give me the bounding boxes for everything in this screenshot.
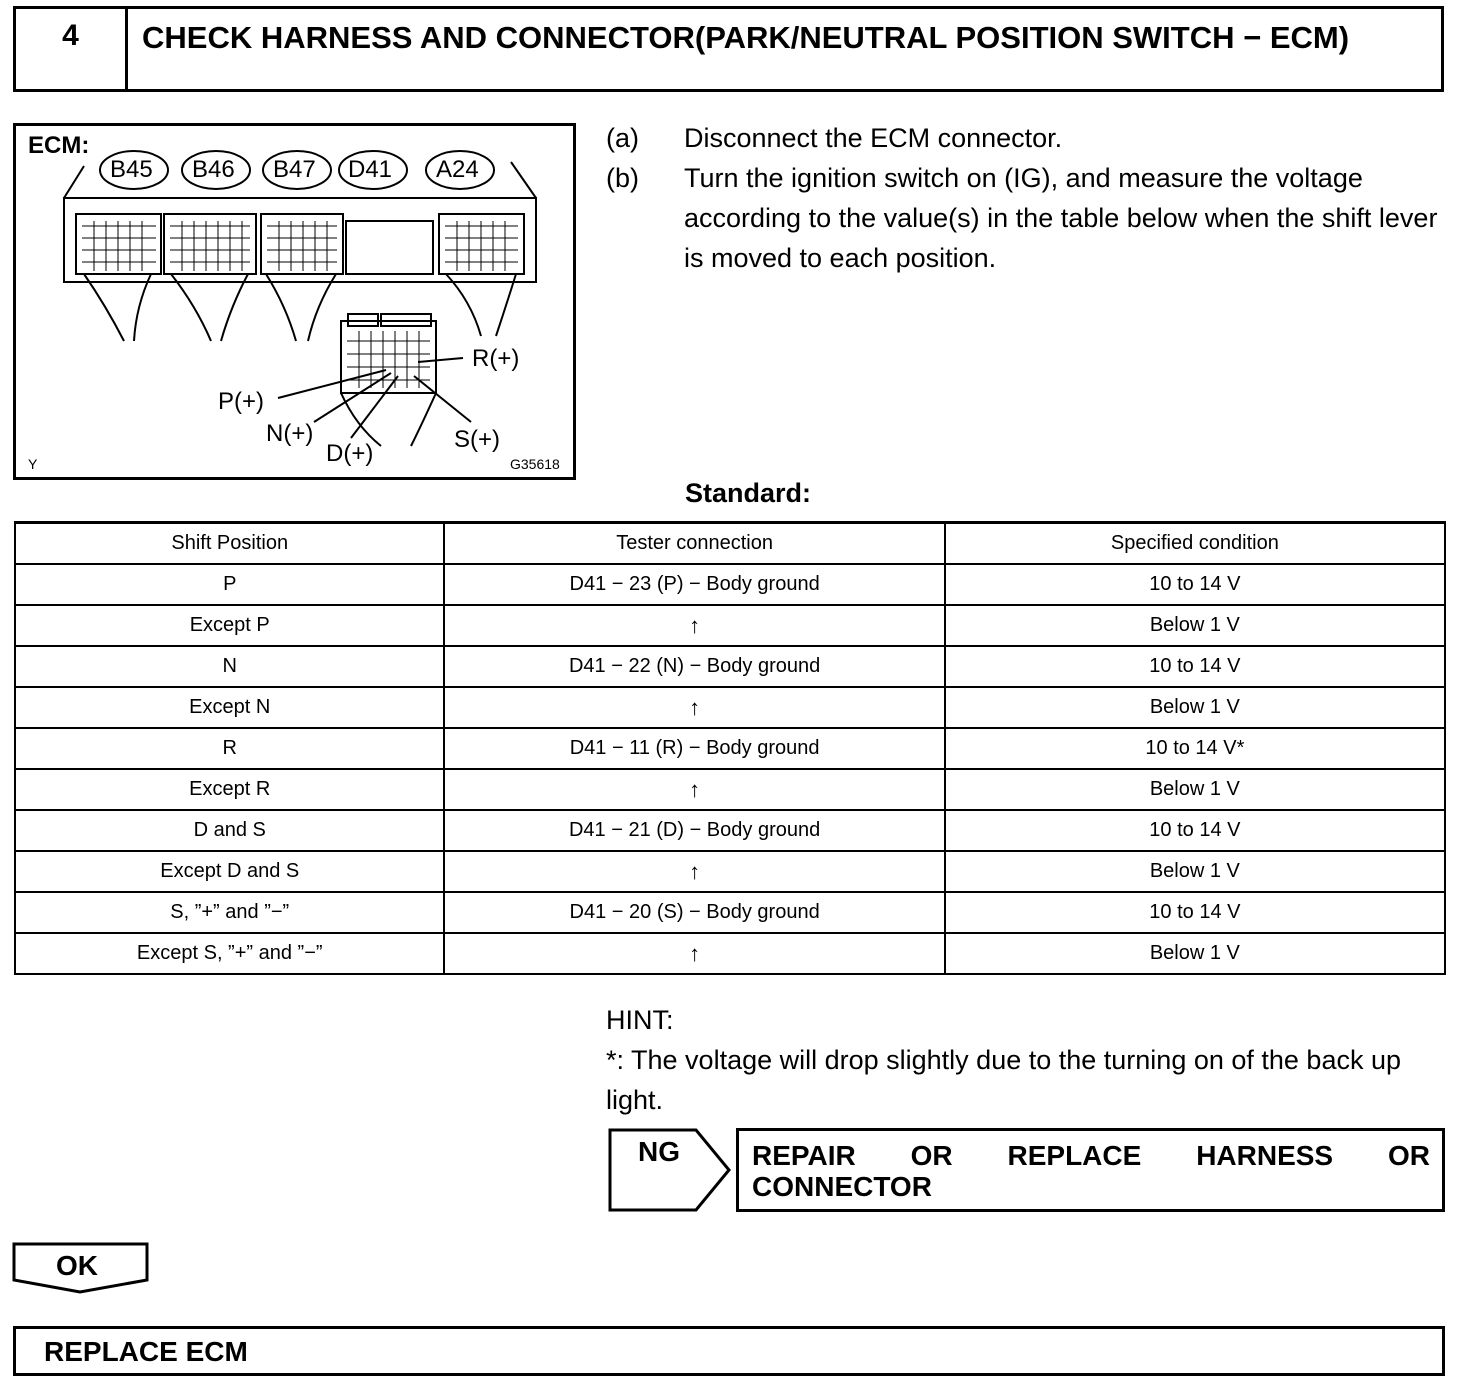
ecm-connector-figure xyxy=(13,123,576,480)
ng-result-arrow xyxy=(608,1128,732,1212)
table-row xyxy=(15,605,1445,646)
cell-connection-same-arrow: ↑ xyxy=(444,605,944,646)
table-header-row xyxy=(15,523,1445,565)
cell-connection-same-arrow: ↑ xyxy=(444,769,944,810)
cell-position: S, ”+” and ”−” xyxy=(15,892,444,933)
cell-position: N xyxy=(15,646,444,687)
table-row xyxy=(15,892,1445,933)
hint-block xyxy=(606,1000,1454,1120)
procedure-steps xyxy=(606,118,1454,278)
ng-action-line1 xyxy=(752,1140,1430,1171)
cell-position: Except S, ”+” and ”−” xyxy=(15,933,444,974)
table-row xyxy=(15,810,1445,851)
cell-condition: 10 to 14 V xyxy=(945,892,1445,933)
final-action-box: REPLACE ECM xyxy=(13,1326,1445,1376)
cell-position: P xyxy=(15,564,444,605)
ecm-label: ECM: xyxy=(28,132,90,159)
cell-position: Except D and S xyxy=(15,851,444,892)
cell-connection: D41 − 21 (D) − Body ground xyxy=(444,810,944,851)
ng-action-line2: CONNECTOR xyxy=(752,1171,932,1202)
connector-label-b46: B46 xyxy=(192,156,235,183)
cell-connection-same-arrow: ↑ xyxy=(444,851,944,892)
step-a-text: Disconnect the ECM connector. xyxy=(684,123,1063,153)
pin-label-r: R(+) xyxy=(472,345,520,372)
cell-condition: Below 1 V xyxy=(945,605,1445,646)
ng-label: NG xyxy=(638,1136,680,1167)
figure-id: G35618 xyxy=(510,456,560,472)
standard-label: Standard: xyxy=(685,478,812,508)
pin-label-d: D(+) xyxy=(326,440,374,467)
table-row xyxy=(15,564,1445,605)
cell-position: D and S xyxy=(15,810,444,851)
table-row xyxy=(15,933,1445,974)
pin-label-n: N(+) xyxy=(266,420,314,447)
table-row xyxy=(15,728,1445,769)
standard-table xyxy=(14,521,1446,975)
step-b-text: Turn the ignition switch on (IG), and measure the voltage according to the value(s) in the table below when the shift lever is moved to each position. xyxy=(684,163,1438,273)
cell-position: Except R xyxy=(15,769,444,810)
cell-connection: D41 − 20 (S) − Body ground xyxy=(444,892,944,933)
hint-label: HINT: xyxy=(606,1005,674,1035)
table-row xyxy=(15,687,1445,728)
cell-position: R xyxy=(15,728,444,769)
cell-condition: 10 to 14 V* xyxy=(945,728,1445,769)
ng-action-word: OR xyxy=(910,1140,953,1171)
pin-label-s: S(+) xyxy=(454,426,501,453)
cell-condition: Below 1 V xyxy=(945,769,1445,810)
pin-label-p: P(+) xyxy=(218,388,265,415)
table-row xyxy=(15,646,1445,687)
cell-connection-same-arrow: ↑ xyxy=(444,933,944,974)
cell-position: Except N xyxy=(15,687,444,728)
cell-condition: 10 to 14 V xyxy=(945,810,1445,851)
connector-label-b47: B47 xyxy=(273,156,316,183)
ng-action-box xyxy=(736,1128,1445,1212)
step-a xyxy=(606,118,1454,158)
cell-condition: 10 to 14 V xyxy=(945,646,1445,687)
ng-action-word: REPLACE xyxy=(1007,1140,1142,1171)
connector-label-b45: B45 xyxy=(110,156,153,183)
cell-connection: D41 − 22 (N) − Body ground xyxy=(444,646,944,687)
cell-condition: Below 1 V xyxy=(945,687,1445,728)
ok-label: OK xyxy=(56,1250,98,1281)
header-specified-condition: Specified condition xyxy=(945,523,1445,565)
figure-corner-code: Y xyxy=(28,456,38,472)
cell-condition: Below 1 V xyxy=(945,851,1445,892)
connector-label-d41: D41 xyxy=(348,156,393,183)
cell-connection-same-arrow: ↑ xyxy=(444,687,944,728)
cell-condition: 10 to 14 V xyxy=(945,564,1445,605)
table-row xyxy=(15,769,1445,810)
cell-position: Except P xyxy=(15,605,444,646)
hint-text: *: The voltage will drop slightly due to the turning on of the back up light. xyxy=(606,1045,1401,1115)
cell-connection: D41 − 23 (P) − Body ground xyxy=(444,564,944,605)
step-number: 4 xyxy=(16,9,128,89)
step-header xyxy=(13,6,1444,92)
cell-connection: D41 − 11 (R) − Body ground xyxy=(444,728,944,769)
step-b xyxy=(606,158,1454,278)
ok-result-arrow xyxy=(12,1242,149,1294)
ng-action-word: HARNESS xyxy=(1196,1140,1334,1171)
header-tester-connection: Tester connection xyxy=(444,523,944,565)
step-b-mark: (b) xyxy=(606,163,639,193)
ng-action-word: OR xyxy=(1388,1140,1430,1171)
step-title: CHECK HARNESS AND CONNECTOR(PARK/NEUTRAL POSITION SWITCH − ECM) xyxy=(142,20,1350,55)
connector-label-a24: A24 xyxy=(436,156,479,183)
ng-action-word: REPAIR xyxy=(752,1140,856,1171)
cell-condition: Below 1 V xyxy=(945,933,1445,974)
table-row xyxy=(15,851,1445,892)
header-shift-position: Shift Position xyxy=(15,523,444,565)
step-a-mark: (a) xyxy=(606,123,639,153)
